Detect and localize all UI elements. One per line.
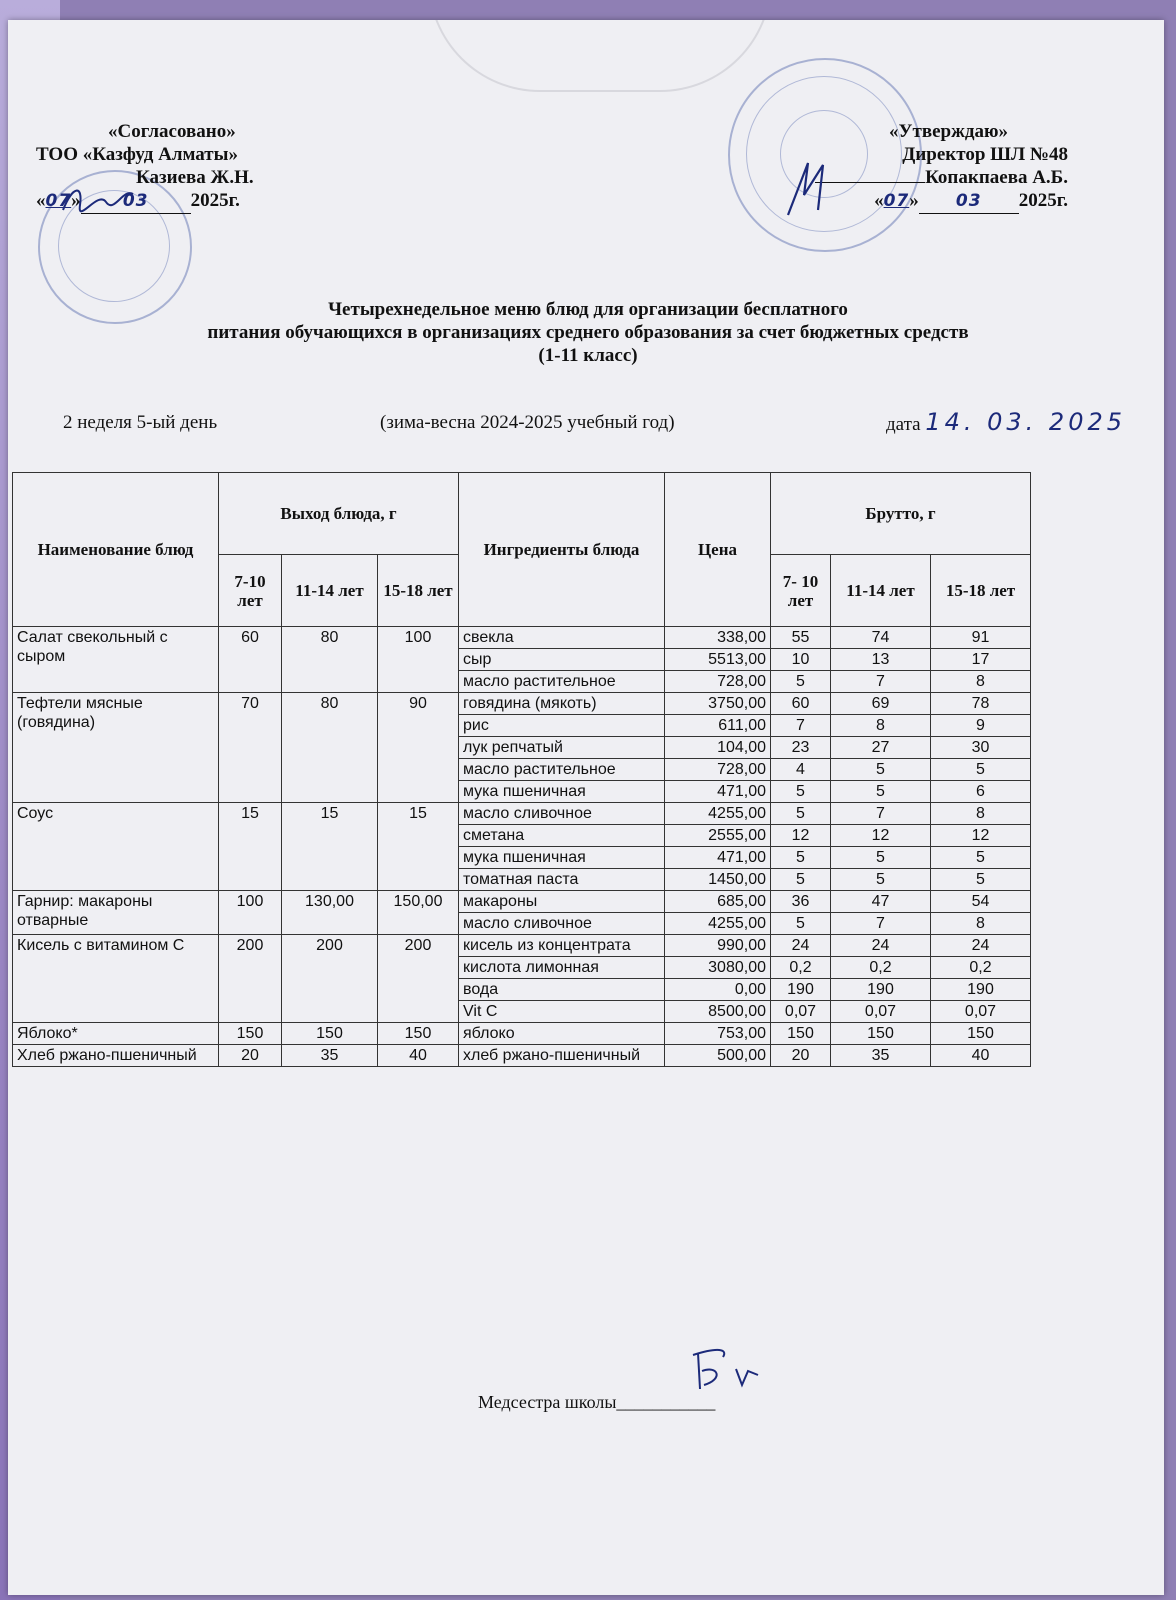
dish-name: Кисель с витамином С bbox=[13, 935, 219, 1023]
gross-11-14: 7 bbox=[831, 803, 931, 825]
gross-11-14: 5 bbox=[831, 847, 931, 869]
gross-7-10: 5 bbox=[771, 847, 831, 869]
dish-output: 40 bbox=[378, 1045, 459, 1067]
ingredient-price: 0,00 bbox=[665, 979, 771, 1001]
ingredient-price: 990,00 bbox=[665, 935, 771, 957]
dish-name: Салат свекольный с сыром bbox=[13, 627, 219, 693]
gross-11-14: 47 bbox=[831, 891, 931, 913]
ingredient-name: рис bbox=[459, 715, 665, 737]
ingredient-price: 611,00 bbox=[665, 715, 771, 737]
approval-right-person: Копакпаева А.Б. bbox=[748, 166, 1068, 189]
gross-11-14: 5 bbox=[831, 781, 931, 803]
ingredient-price: 3080,00 bbox=[665, 957, 771, 979]
dish-name: Гарнир: макароны отварные bbox=[13, 891, 219, 935]
gross-7-10: 10 bbox=[771, 649, 831, 671]
header-age-11-14: 11-14 лет bbox=[282, 555, 378, 627]
gross-11-14: 12 bbox=[831, 825, 931, 847]
table-row bbox=[13, 891, 1031, 913]
ingredient-price: 8500,00 bbox=[665, 1001, 771, 1023]
ingredient-price: 471,00 bbox=[665, 781, 771, 803]
gross-11-14: 5 bbox=[831, 869, 931, 891]
ingredient-price: 471,00 bbox=[665, 847, 771, 869]
header-gross-11-14: 11-14 лет bbox=[831, 555, 931, 627]
table-row bbox=[13, 693, 1031, 715]
ingredient-price: 2555,00 bbox=[665, 825, 771, 847]
dish-name: Соус bbox=[13, 803, 219, 891]
gross-7-10: 24 bbox=[771, 935, 831, 957]
dish-output: 200 bbox=[378, 935, 459, 1023]
gross-11-14: 7 bbox=[831, 913, 931, 935]
ingredient-name: сметана bbox=[459, 825, 665, 847]
gross-15-18: 190 bbox=[931, 979, 1031, 1001]
ingredient-name: томатная паста bbox=[459, 869, 665, 891]
gross-15-18: 40 bbox=[931, 1045, 1031, 1067]
gross-11-14: 0,2 bbox=[831, 957, 931, 979]
gross-15-18: 0,07 bbox=[931, 1001, 1031, 1023]
handwritten-date: 14. 03. 2025 bbox=[925, 408, 1126, 436]
document-title: Четырехнедельное меню блюд для организации бесплатного питания обучающихся в организациях среднего образования за счет бюджетных средств (1-11 класс) bbox=[207, 299, 969, 366]
dish-name: Тефтели мясные (говядина) bbox=[13, 693, 219, 803]
ingredient-price: 4255,00 bbox=[665, 803, 771, 825]
ingredient-name: Vit C bbox=[459, 1001, 665, 1023]
gross-7-10: 150 bbox=[771, 1023, 831, 1045]
gross-11-14: 150 bbox=[831, 1023, 931, 1045]
gross-15-18: 12 bbox=[931, 825, 1031, 847]
ingredient-name: яблоко bbox=[459, 1023, 665, 1045]
header-gross: Брутто, г bbox=[771, 473, 1031, 555]
gross-11-14: 0,07 bbox=[831, 1001, 931, 1023]
approval-left-person: Казиева Ж.Н. bbox=[136, 167, 254, 188]
dish-name: Яблоко* bbox=[13, 1023, 219, 1045]
menu-body bbox=[13, 627, 1031, 1067]
document-sheet bbox=[8, 20, 1164, 1595]
gross-11-14: 5 bbox=[831, 759, 931, 781]
ingredient-name: макароны bbox=[459, 891, 665, 913]
header-gross-15-18: 15-18 лет bbox=[931, 555, 1031, 627]
dish-output: 200 bbox=[282, 935, 378, 1023]
approval-right-date: «07» 03 2025г. bbox=[748, 189, 1068, 214]
gross-7-10: 4 bbox=[771, 759, 831, 781]
approval-right-title: «Утверждаю» bbox=[889, 121, 1008, 142]
gross-7-10: 36 bbox=[771, 891, 831, 913]
table-row bbox=[13, 935, 1031, 957]
gross-7-10: 55 bbox=[771, 627, 831, 649]
sleeve-tab bbox=[428, 20, 772, 92]
gross-11-14: 13 bbox=[831, 649, 931, 671]
dish-output: 90 bbox=[378, 693, 459, 803]
gross-11-14: 27 bbox=[831, 737, 931, 759]
table-row bbox=[13, 803, 1031, 825]
header-age-7-10: 7-10 лет bbox=[219, 555, 282, 627]
gross-15-18: 0,2 bbox=[931, 957, 1031, 979]
week-day: 2 неделя 5-ый день bbox=[63, 412, 218, 433]
gross-7-10: 20 bbox=[771, 1045, 831, 1067]
header-gross-7-10: 7- 10 лет bbox=[771, 555, 831, 627]
gross-7-10: 190 bbox=[771, 979, 831, 1001]
ingredient-price: 728,00 bbox=[665, 671, 771, 693]
gross-11-14: 7 bbox=[831, 671, 931, 693]
left-signature bbox=[58, 180, 138, 220]
gross-15-18: 8 bbox=[931, 913, 1031, 935]
gross-11-14: 74 bbox=[831, 627, 931, 649]
ingredient-name: свекла bbox=[459, 627, 665, 649]
gross-15-18: 8 bbox=[931, 803, 1031, 825]
table-row bbox=[13, 1045, 1031, 1067]
gross-7-10: 0,2 bbox=[771, 957, 831, 979]
ingredient-price: 104,00 bbox=[665, 737, 771, 759]
dish-output: 200 bbox=[219, 935, 282, 1023]
dish-output: 15 bbox=[282, 803, 378, 891]
dish-output: 60 bbox=[219, 627, 282, 693]
gross-7-10: 60 bbox=[771, 693, 831, 715]
dish-output: 70 bbox=[219, 693, 282, 803]
menu-table bbox=[12, 472, 1031, 1067]
dish-output: 15 bbox=[219, 803, 282, 891]
gross-7-10: 5 bbox=[771, 913, 831, 935]
nurse-signature-line bbox=[478, 1392, 715, 1413]
ingredient-name: масло сливочное bbox=[459, 803, 665, 825]
dish-output: 20 bbox=[219, 1045, 282, 1067]
gross-15-18: 150 bbox=[931, 1023, 1031, 1045]
approval-left-title: «Согласовано» bbox=[108, 121, 236, 142]
nurse-signature bbox=[688, 1345, 778, 1395]
gross-11-14: 190 bbox=[831, 979, 931, 1001]
gross-11-14: 35 bbox=[831, 1045, 931, 1067]
ingredient-name: кислота лимонная bbox=[459, 957, 665, 979]
ingredient-name: хлеб ржано-пшеничный bbox=[459, 1045, 665, 1067]
dish-output: 150 bbox=[378, 1023, 459, 1045]
ingredient-name: масло растительное bbox=[459, 759, 665, 781]
header-price: Цена bbox=[665, 473, 771, 627]
header-ingredients: Ингредиенты блюда bbox=[459, 473, 665, 627]
dish-name: Хлеб ржано-пшеничный bbox=[13, 1045, 219, 1067]
gross-15-18: 5 bbox=[931, 759, 1031, 781]
gross-11-14: 69 bbox=[831, 693, 931, 715]
ingredient-name: масло растительное bbox=[459, 671, 665, 693]
ingredient-name: масло сливочное bbox=[459, 913, 665, 935]
gross-15-18: 5 bbox=[931, 869, 1031, 891]
gross-15-18: 6 bbox=[931, 781, 1031, 803]
gross-15-18: 78 bbox=[931, 693, 1031, 715]
gross-15-18: 91 bbox=[931, 627, 1031, 649]
gross-11-14: 8 bbox=[831, 715, 931, 737]
approval-left-org: ТОО «Казфуд Алматы» bbox=[36, 144, 238, 165]
dish-output: 100 bbox=[378, 627, 459, 693]
ingredient-price: 4255,00 bbox=[665, 913, 771, 935]
gross-15-18: 30 bbox=[931, 737, 1031, 759]
dish-output: 80 bbox=[282, 693, 378, 803]
header-output: Выход блюда, г bbox=[219, 473, 459, 555]
dish-output: 100 bbox=[219, 891, 282, 935]
ingredient-name: вода bbox=[459, 979, 665, 1001]
table-row bbox=[13, 627, 1031, 649]
nurse-label: Медсестра школы bbox=[478, 1392, 617, 1412]
gross-7-10: 23 bbox=[771, 737, 831, 759]
ingredient-name: сыр bbox=[459, 649, 665, 671]
ingredient-price: 1450,00 bbox=[665, 869, 771, 891]
ingredient-name: лук репчатый bbox=[459, 737, 665, 759]
gross-15-18: 9 bbox=[931, 715, 1031, 737]
season: (зима-весна 2024-2025 учебный год) bbox=[380, 412, 675, 433]
ingredient-price: 5513,00 bbox=[665, 649, 771, 671]
dish-output: 35 bbox=[282, 1045, 378, 1067]
ingredient-price: 753,00 bbox=[665, 1023, 771, 1045]
ingredient-price: 3750,00 bbox=[665, 693, 771, 715]
ingredient-name: кисель из концентрата bbox=[459, 935, 665, 957]
header-age-15-18: 15-18 лет bbox=[378, 555, 459, 627]
gross-7-10: 5 bbox=[771, 671, 831, 693]
gross-15-18: 24 bbox=[931, 935, 1031, 957]
ingredient-price: 685,00 bbox=[665, 891, 771, 913]
header-dish: Наименование блюд bbox=[13, 473, 219, 627]
gross-15-18: 5 bbox=[931, 847, 1031, 869]
ingredient-name: говядина (мякоть) bbox=[459, 693, 665, 715]
dish-output: 150 bbox=[282, 1023, 378, 1045]
gross-7-10: 0,07 bbox=[771, 1001, 831, 1023]
nurse-underline: ___________ bbox=[616, 1392, 716, 1412]
gross-7-10: 5 bbox=[771, 781, 831, 803]
ingredient-name: мука пшеничная bbox=[459, 781, 665, 803]
dish-output: 15 bbox=[378, 803, 459, 891]
dish-output: 80 bbox=[282, 627, 378, 693]
gross-11-14: 24 bbox=[831, 935, 931, 957]
gross-7-10: 12 bbox=[771, 825, 831, 847]
ingredient-price: 728,00 bbox=[665, 759, 771, 781]
ingredient-name: мука пшеничная bbox=[459, 847, 665, 869]
date-field: дата 14. 03. 2025 bbox=[886, 408, 1126, 436]
gross-7-10: 5 bbox=[771, 869, 831, 891]
right-signature bbox=[778, 155, 838, 225]
dish-output: 150,00 bbox=[378, 891, 459, 935]
gross-15-18: 17 bbox=[931, 649, 1031, 671]
ingredient-price: 500,00 bbox=[665, 1045, 771, 1067]
gross-7-10: 7 bbox=[771, 715, 831, 737]
gross-15-18: 54 bbox=[931, 891, 1031, 913]
dish-output: 130,00 bbox=[282, 891, 378, 935]
gross-15-18: 8 bbox=[931, 671, 1031, 693]
dish-output: 150 bbox=[219, 1023, 282, 1045]
approval-left-date: «07» 03 2025г. bbox=[36, 189, 356, 214]
gross-7-10: 5 bbox=[771, 803, 831, 825]
approval-right-position: Директор ШЛ №48 bbox=[902, 144, 1068, 165]
table-row bbox=[13, 1023, 1031, 1045]
ingredient-price: 338,00 bbox=[665, 627, 771, 649]
